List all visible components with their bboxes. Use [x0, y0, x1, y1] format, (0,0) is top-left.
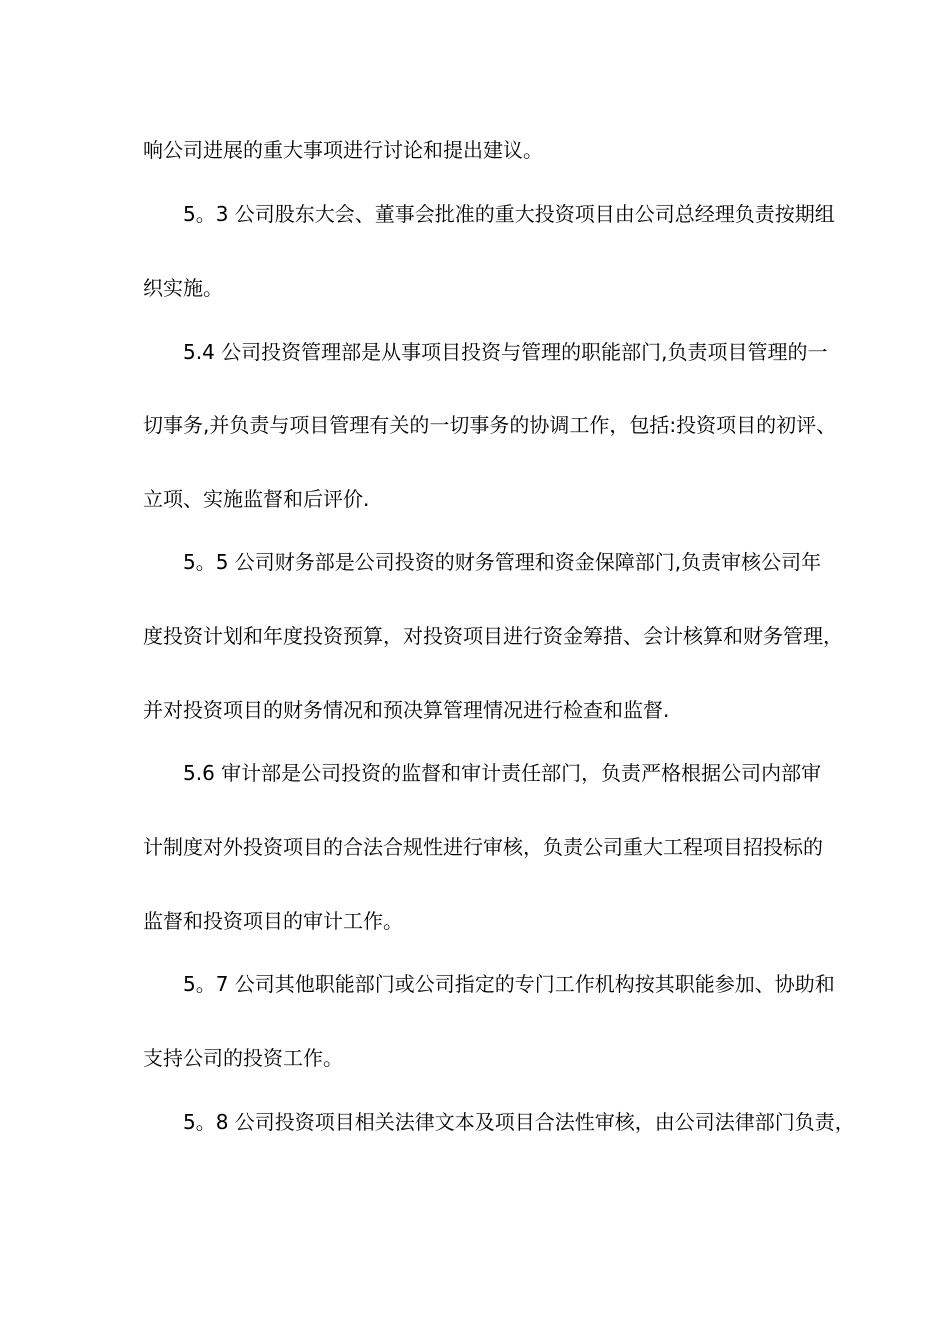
paragraph-line: 织实施。 [143, 276, 223, 300]
paragraph-line: 响公司进展的重大事项进行讨论和提出建议。 [143, 138, 543, 162]
paragraph-line: 监督和投资项目的审计工作。 [143, 909, 403, 933]
paragraph-line: 5.6 审计部是公司投资的监督和审计责任部门，负责严格根据公司内部审 [183, 761, 822, 785]
paragraph-line: 并对投资项目的财务情况和预决算管理情况进行检查和监督. [143, 698, 670, 722]
paragraph-line: 度投资计划和年度投资预算，对投资项目进行资金筹措、会计核算和财务管理， [143, 624, 843, 648]
paragraph-line: 支持公司的投资工作。 [143, 1046, 343, 1070]
paragraph-line: 计制度对外投资项目的合法合规性进行审核，负责公司重大工程项目招投标的 [143, 835, 823, 859]
paragraph-line: 切事务,并负责与项目管理有关的一切事务的协调工作，包括:投资项目的初评、 [143, 413, 837, 437]
paragraph-line: 立项、实施监督和后评价. [143, 487, 370, 511]
paragraph-line: 5。7 公司其他职能部门或公司指定的专门工作机构按其职能参加、协助和 [183, 972, 835, 996]
paragraph-line: 5。8 公司投资项目相关法律文本及项目合法性审核，由公司法律部门负责， [183, 1110, 855, 1134]
paragraph-line: 5。3 公司股东大会、董事会批准的重大投资项目由公司总经理负责按期组 [183, 202, 835, 226]
paragraph-line: 5.4 公司投资管理部是从事项目投资与管理的职能部门,负责项目管理的一 [183, 340, 828, 364]
paragraph-line: 5。5 公司财务部是公司投资的财务管理和资金保障部门,负责审核公司年 [183, 550, 822, 574]
